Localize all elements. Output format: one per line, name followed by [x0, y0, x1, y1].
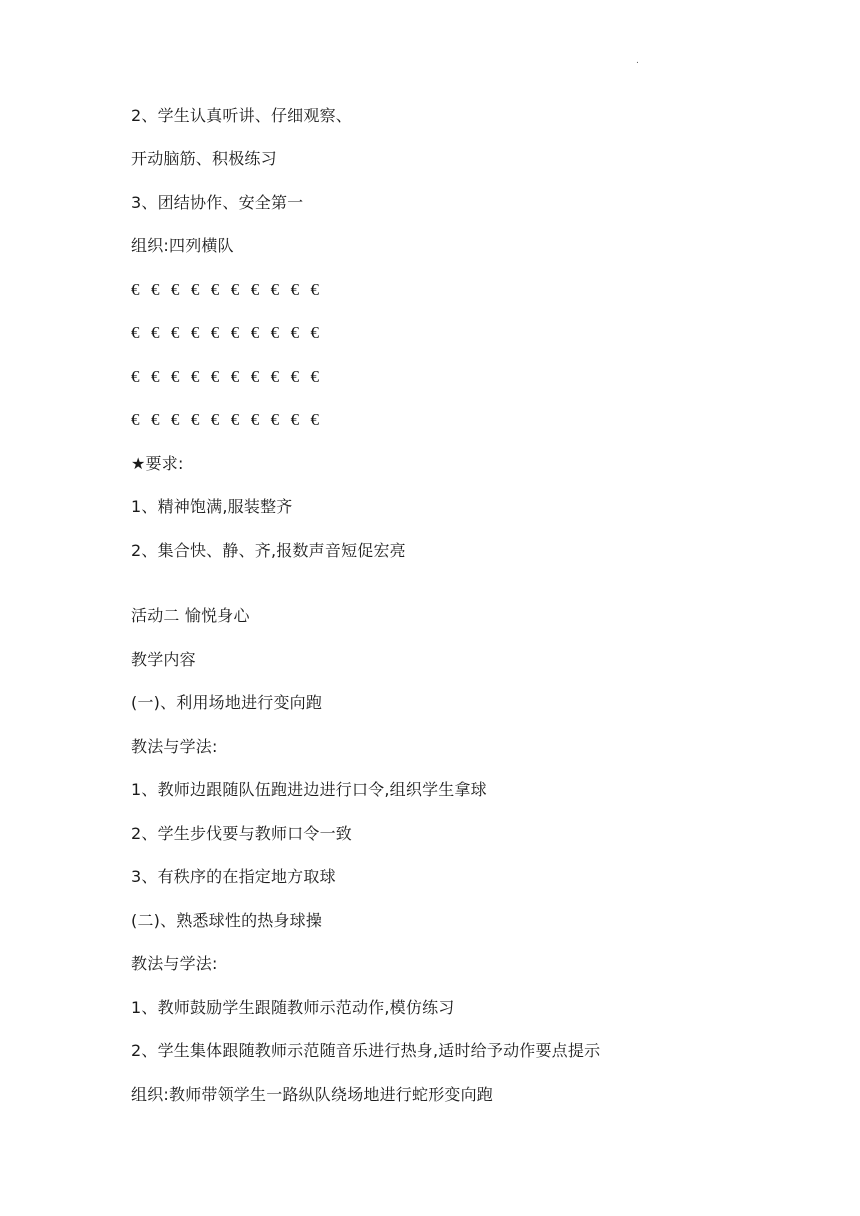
paragraph-line: 2、学生步伐要与教师口令一致 [131, 824, 352, 843]
paragraph-line: 2、学生集体跟随教师示范随音乐进行热身,适时给予动作要点提示 [131, 1041, 601, 1060]
paragraph-line: 1、教师鼓励学生跟随教师示范动作,模仿练习 [131, 998, 455, 1017]
paragraph-line: 教法与学法: [131, 954, 218, 973]
paragraph-line: 2、学生认真听讲、仔细观察、 [131, 106, 352, 125]
paragraph-line: 2、集合快、静、齐,报数声音短促宏亮 [131, 541, 406, 560]
paragraph-line: (一)、利用场地进行变向跑 [131, 693, 323, 712]
requirements-heading: ★要求: [131, 454, 184, 473]
section-heading: 教学内容 [131, 650, 196, 669]
paragraph-line: 组织:教师带领学生一路纵队绕场地进行蛇形变向跑 [131, 1085, 493, 1104]
paragraph-line: 3、有秩序的在指定地方取球 [131, 867, 336, 886]
formation-row: € € € € € € € € € € [131, 323, 323, 342]
paragraph-line: 3、团结协作、安全第一 [131, 193, 304, 212]
formation-row: € € € € € € € € € € [131, 367, 323, 386]
header-mark: . [636, 56, 639, 66]
formation-row: € € € € € € € € € € [131, 280, 323, 299]
paragraph-line: 组织:四列横队 [131, 236, 234, 255]
paragraph-line: 开动脑筋、积极练习 [131, 149, 277, 168]
paragraph-line: 1、教师边跟随队伍跑进边进行口令,组织学生拿球 [131, 780, 487, 799]
paragraph-line: (二)、熟悉球性的热身球操 [131, 911, 323, 930]
paragraph-line: 1、精神饱满,服装整齐 [131, 497, 293, 516]
paragraph-line: 教法与学法: [131, 737, 218, 756]
formation-row: € € € € € € € € € € [131, 410, 323, 429]
activity-heading: 活动二 愉悦身心 [131, 606, 250, 625]
